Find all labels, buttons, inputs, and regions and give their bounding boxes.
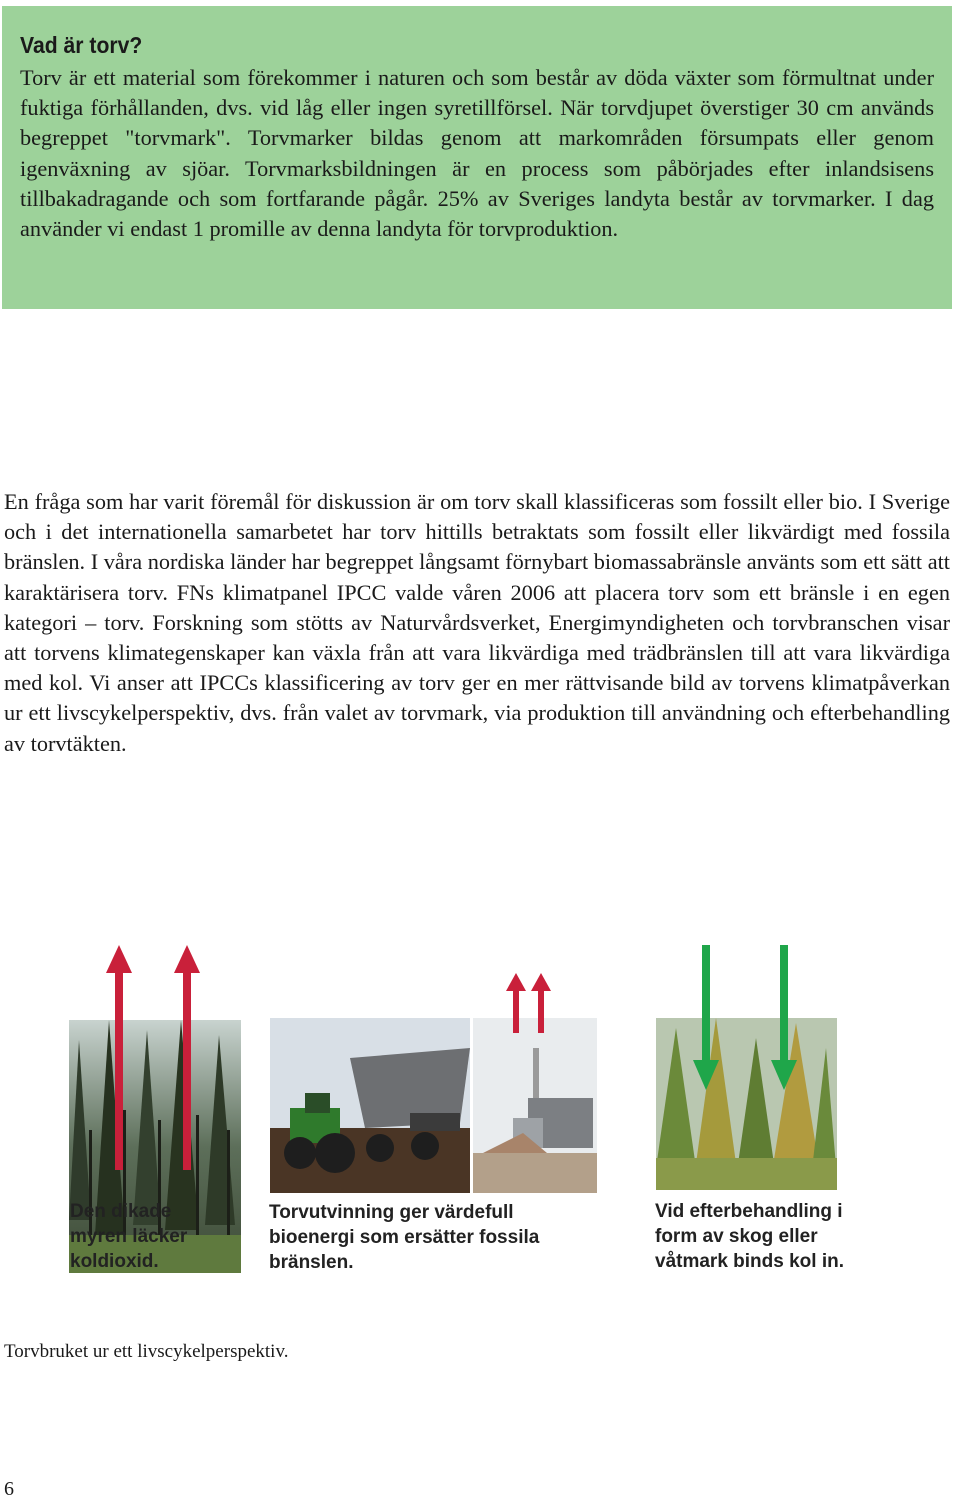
panel-caption-drained-bog: Den dikade myren läcker koldioxid.	[70, 1201, 188, 1272]
peat-harvest-photo	[270, 1018, 470, 1193]
up-arrow-icon	[106, 945, 132, 1170]
down-arrow-icon	[771, 945, 797, 1090]
up-arrow-icon	[531, 973, 551, 1033]
body-paragraph: En fråga som har varit föremål för diskussion är om torv skall klassificeras som fossilt eller bio. I Sverige och i det internationella samarbetet har torv hittills betraktats som fossilt eller likvärdigt med fossila bränslen. I våra nordiska länder har begreppet långsamt förnybart biomassabränsle använts som ett sätt att karaktärisera torv. FNs klimatpanel IPCC valde våren 2006 att placera torv som ett bränsle i en egen kategori – torv. Forskning som stötts av Naturvårdsverket, Energimyndigheten och torvbranschen visar att torvens klimategenskaper kan växla från att vara likvärdiga med trädbränslen till att vara likvärdiga med kol. Vi anser att IPCCs klassificering av torv ger en mer rättvisande bild av torvens klimatpåverkan ur ett livscykelperspektiv, dvs. från valet av torvmark, via produktion till användning och efterbehandling av torvtäkten.	[4, 489, 950, 756]
regrowth-photo	[656, 1018, 837, 1190]
panel-caption-peat-harvest: Torvutvinning ger värdefull bioenergi som ersätter fossila bränslen.	[269, 1202, 540, 1273]
page-number: 6	[4, 1478, 14, 1500]
info-box	[2, 6, 952, 309]
info-box-title: Vad är torv?	[20, 32, 143, 58]
up-arrow-icon	[174, 945, 200, 1170]
power-plant-photo	[473, 1018, 597, 1193]
down-arrow-icon	[693, 945, 719, 1090]
panel-caption-aftertreatment: Vid efterbehandling i form av skog eller våtmark binds kol in.	[655, 1201, 844, 1272]
up-arrow-icon	[506, 973, 526, 1033]
info-box-text: Torv är ett material som förekommer i naturen och som består av döda växter som förmultnat under fuktiga förhållanden, dvs. vid låg eller ingen syretillförsel. När torvdjupet överstiger 30 cm används begreppet "torvmark". Torvmarker bildas genom att markområden försumpats eller genom igenväxning av sjöar. Torvmarksbildningen är en process som påbörjades efter inlandsisens tillbakadragande och som fortfarande pågår. 25% av Sveriges landyta består av torvmarker. I dag använder vi endast 1 promille av denna landyta för torvproduktion.	[20, 65, 934, 242]
lifecycle-figure	[0, 935, 960, 1285]
figure-caption: Torvbruket ur ett livscykelperspektiv.	[4, 1341, 289, 1362]
